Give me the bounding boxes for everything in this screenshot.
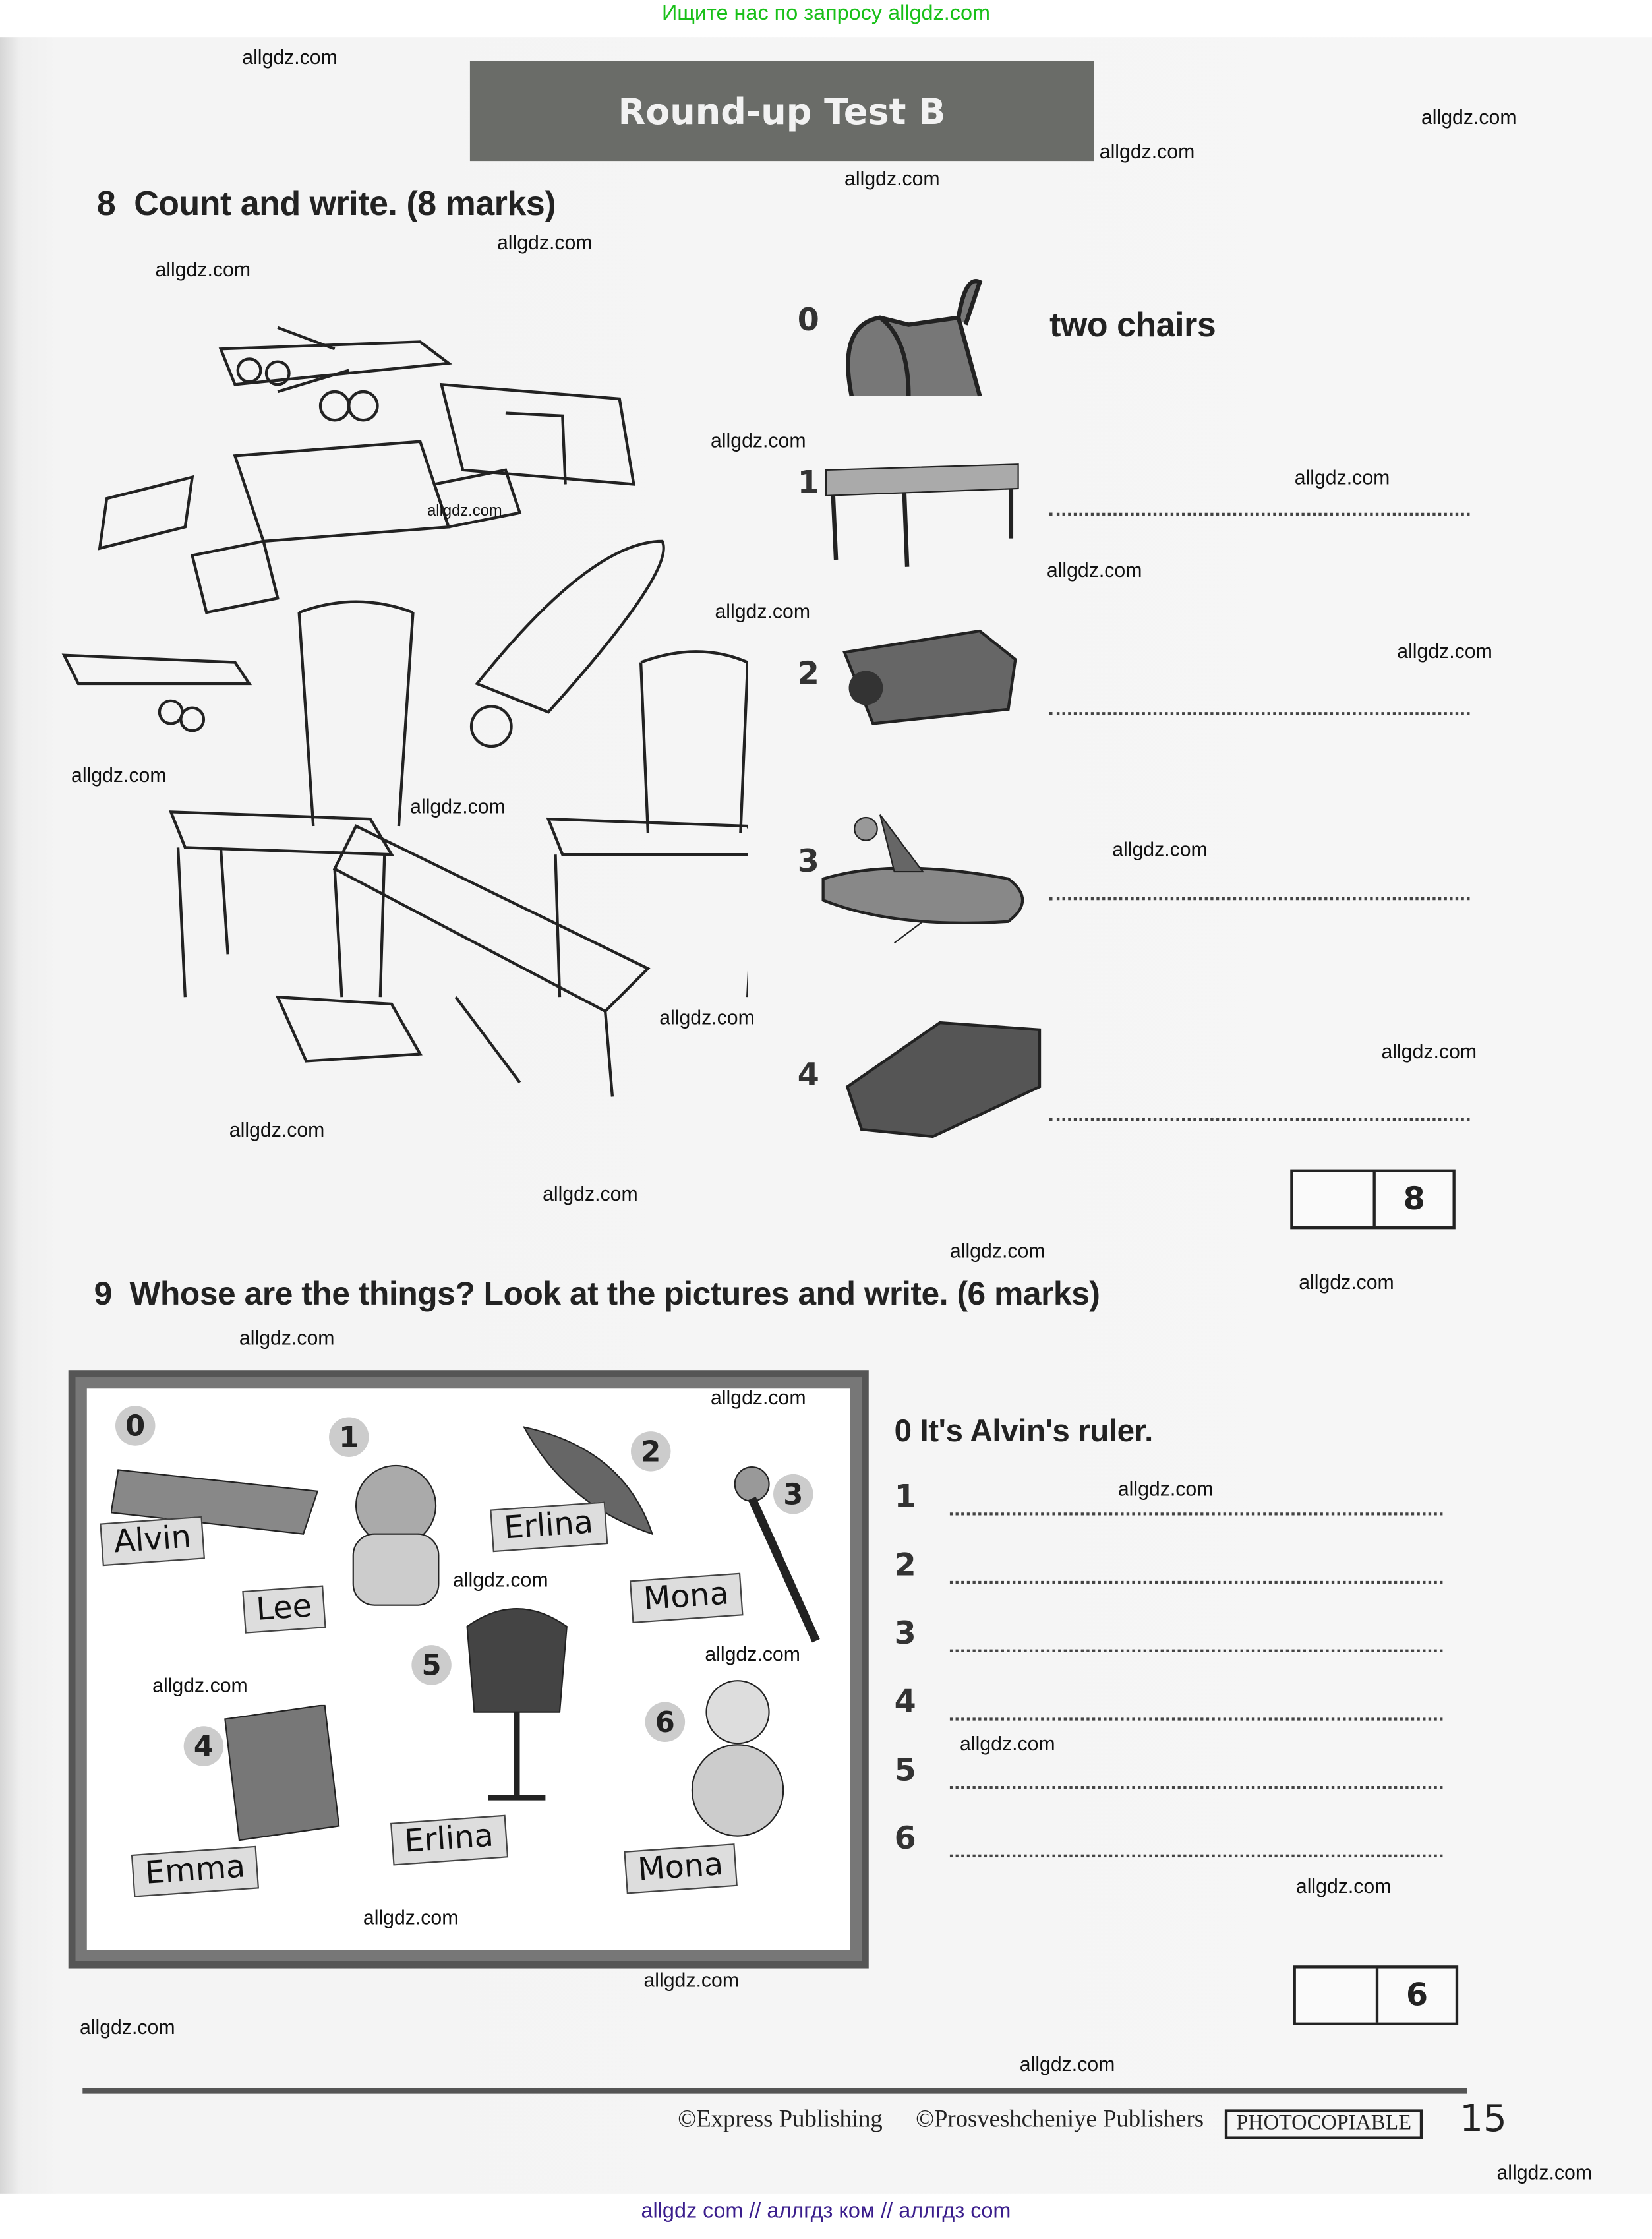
desk-icon bbox=[442, 384, 634, 484]
notebook-icon bbox=[218, 1705, 346, 1847]
sharpener-icon bbox=[837, 610, 1022, 731]
rubber-icon bbox=[278, 997, 420, 1061]
name-tag: Mona bbox=[624, 1843, 737, 1894]
rubber-icon bbox=[100, 470, 519, 612]
item-number: 1 bbox=[894, 1479, 916, 1516]
answer-text: It's Alvin's ruler. bbox=[920, 1413, 1153, 1449]
watermark: allgdz.com bbox=[659, 1005, 755, 1029]
toy-plane-icon bbox=[809, 800, 1051, 943]
answer-line[interactable] bbox=[950, 1786, 1442, 1789]
exercise-title: Count and write. (8 marks) bbox=[134, 185, 556, 224]
name-tag: Mona bbox=[630, 1573, 743, 1624]
watermark: allgdz.com bbox=[229, 1118, 325, 1141]
watermark: allgdz.com bbox=[949, 1239, 1046, 1263]
score-input[interactable] bbox=[1293, 1172, 1376, 1226]
name-tag: Erlina bbox=[390, 1815, 508, 1866]
max-score: 6 bbox=[1405, 1977, 1429, 2014]
armchair-icon bbox=[453, 1598, 581, 1812]
name-tag: Emma bbox=[131, 1846, 260, 1897]
item-number: 2 bbox=[894, 1548, 916, 1584]
answer-line[interactable] bbox=[950, 1581, 1442, 1584]
photocopiable-badge: PHOTOCOPIABLE bbox=[1225, 2109, 1423, 2138]
watermark: allgdz.com bbox=[1294, 465, 1390, 489]
picture-number: 3 bbox=[773, 1474, 813, 1514]
answer-line[interactable] bbox=[950, 1512, 1442, 1515]
max-score: 8 bbox=[1403, 1181, 1425, 1217]
answer-line[interactable] bbox=[1049, 513, 1469, 516]
watermark: allgdz.com bbox=[1397, 639, 1492, 663]
item-number: 3 bbox=[797, 845, 819, 881]
picture-number: 4 bbox=[184, 1726, 223, 1766]
watermark: allgdz.com bbox=[1381, 1040, 1477, 1063]
watermark: allgdz.com bbox=[242, 45, 338, 69]
picture-number: 0 bbox=[115, 1406, 155, 1445]
exercise-number: 9 bbox=[94, 1274, 112, 1312]
watermark: allgdz.com bbox=[452, 1568, 548, 1592]
watermark: allgdz.com bbox=[1019, 2052, 1115, 2075]
teddy-bag-icon bbox=[332, 1456, 459, 1613]
score-box bbox=[1290, 1170, 1456, 1230]
footer-divider bbox=[82, 2088, 1467, 2094]
name-tag: Alvin bbox=[100, 1516, 205, 1567]
exercise-title: Whose are the things? Look at the pictures and write. (6 marks) bbox=[129, 1274, 1100, 1312]
picture-number: 1 bbox=[329, 1417, 369, 1456]
item-number: 5 bbox=[894, 1753, 916, 1789]
answer-line[interactable] bbox=[1049, 897, 1469, 900]
sharpener-icon bbox=[235, 442, 448, 541]
objects-illustration bbox=[50, 285, 748, 1175]
watermark: allgdz.com bbox=[844, 166, 940, 190]
item-number: 6 bbox=[894, 1822, 916, 1858]
watermark: allgdz.com bbox=[79, 2015, 175, 2039]
watermark: allgdz.com bbox=[710, 1385, 806, 1409]
answer-line[interactable] bbox=[1049, 712, 1469, 715]
name-tag: Erlina bbox=[490, 1501, 607, 1552]
watermark: allgdz.com bbox=[155, 258, 251, 281]
watermark: allgdz.com bbox=[427, 502, 502, 520]
watermark: allgdz.com bbox=[710, 429, 806, 452]
watermark: allgdz.com bbox=[643, 1968, 740, 1992]
score-input[interactable] bbox=[1296, 1969, 1378, 2023]
bottom-ad-banner[interactable]: allgdz com // аллгдз ком // аллгдз com bbox=[641, 2199, 1011, 2224]
item-number: 1 bbox=[797, 465, 819, 502]
watermark: allgdz.com bbox=[1046, 558, 1142, 582]
rubber-icon bbox=[841, 1008, 1054, 1143]
item-number: 0 bbox=[797, 303, 819, 340]
plane-icon bbox=[221, 328, 449, 420]
picture-number: 5 bbox=[411, 1645, 451, 1685]
answer-line[interactable] bbox=[950, 1717, 1442, 1720]
watermark: allgdz.com bbox=[1299, 1270, 1394, 1294]
watermark: allgdz.com bbox=[1295, 1874, 1392, 1897]
watermark: allgdz.com bbox=[239, 1326, 335, 1349]
watermark: allgdz.com bbox=[543, 1182, 638, 1205]
watermark: allgdz.com bbox=[1421, 105, 1517, 129]
desk-icon bbox=[819, 453, 1025, 574]
copyright-express: ©Express Publishing bbox=[678, 2105, 883, 2132]
answer-line[interactable] bbox=[950, 1855, 1442, 1857]
score-box bbox=[1293, 1965, 1459, 2025]
watermark: allgdz.com bbox=[152, 1673, 248, 1696]
exercise-9-heading bbox=[94, 1276, 1100, 1313]
example-answer bbox=[895, 1414, 1153, 1448]
toy-plane-icon bbox=[471, 541, 664, 746]
watermark: allgdz.com bbox=[71, 763, 167, 787]
answer-line[interactable] bbox=[1049, 1118, 1469, 1121]
watermark: allgdz.com bbox=[705, 1642, 800, 1665]
watermark: allgdz.com bbox=[496, 230, 593, 254]
watermark: allgdz.com bbox=[1099, 139, 1195, 163]
watermark: allgdz.com bbox=[1117, 1477, 1214, 1500]
picture-number: 6 bbox=[645, 1702, 685, 1742]
answer-line[interactable] bbox=[950, 1650, 1442, 1652]
item-number: 3 bbox=[894, 1616, 916, 1652]
copyright-prosveshcheniye: ©Prosveshcheniye Publishers bbox=[916, 2105, 1204, 2132]
page-number: 15 bbox=[1460, 2098, 1507, 2141]
watermark: allgdz.com bbox=[960, 1731, 1055, 1755]
watermark: allgdz.com bbox=[363, 1905, 459, 1929]
exercise-number: 8 bbox=[96, 185, 116, 224]
top-ad-banner[interactable]: Ищите нас по запросу allgdz.com bbox=[661, 1, 990, 26]
item-number: 2 bbox=[797, 656, 819, 692]
chair-icon bbox=[548, 651, 748, 997]
exercise-8-heading bbox=[97, 187, 556, 224]
watermark: allgdz.com bbox=[715, 599, 811, 623]
chair-icon bbox=[823, 268, 987, 417]
watermark: allgdz.com bbox=[1112, 837, 1208, 860]
item-number: 4 bbox=[894, 1685, 916, 1721]
watermark: allgdz.com bbox=[410, 794, 506, 818]
pencil-icon bbox=[730, 1463, 830, 1648]
item-number: 0 bbox=[894, 1413, 912, 1449]
answer-text: two chairs bbox=[1049, 306, 1216, 345]
picture-number: 2 bbox=[631, 1431, 670, 1471]
snowman-icon bbox=[674, 1669, 802, 1840]
watermark: allgdz.com bbox=[1496, 2161, 1593, 2184]
page-title: Round-up Test B bbox=[470, 61, 1094, 161]
item-number: 4 bbox=[797, 1058, 819, 1094]
belongings-picture bbox=[69, 1370, 869, 1968]
name-tag: Lee bbox=[242, 1586, 326, 1634]
plane-icon bbox=[64, 655, 249, 731]
